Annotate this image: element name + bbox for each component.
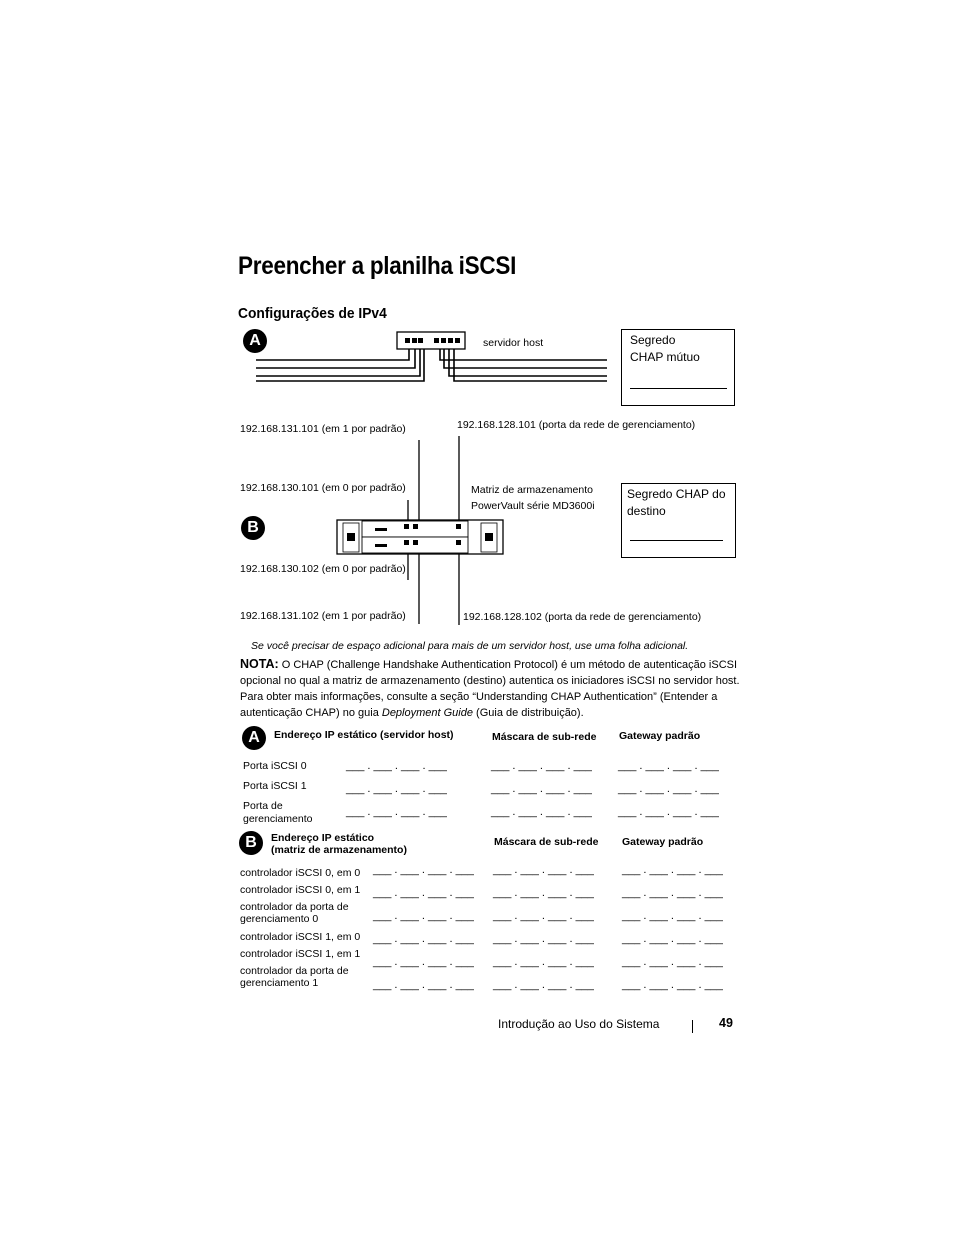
- page-number: 49: [719, 1016, 733, 1030]
- subnet-field[interactable]: ___ . ___ . ___ . ___: [493, 933, 594, 945]
- table-b-row-label: controlador iSCSI 0, em 0: [240, 867, 361, 879]
- ip-field[interactable]: ___ . ___ . ___ . ___: [373, 910, 474, 922]
- chap-mutual-entry-line[interactable]: [630, 388, 727, 389]
- table-a-col1: Endereço IP estático (servidor host): [274, 729, 454, 741]
- ip-field[interactable]: ___ . ___ . ___ . ___: [346, 806, 447, 818]
- subnet-field[interactable]: ___ . ___ . ___ . ___: [491, 806, 592, 818]
- ip-field[interactable]: ___ . ___ . ___ . ___: [373, 979, 474, 991]
- array-label-line2: PowerVault série MD3600i: [471, 500, 595, 512]
- chap-target-line1: Segredo CHAP do: [627, 487, 726, 501]
- storage-array-icon: [337, 520, 503, 554]
- ip-field[interactable]: ___ . ___ . ___ . ___: [373, 864, 474, 876]
- table-b-col2: Máscara de sub-rede: [494, 836, 599, 848]
- note-paragraph: [240, 656, 740, 721]
- ip-field[interactable]: ___ . ___ . ___ . ___: [373, 933, 474, 945]
- note-text: O CHAP (Challenge Handshake Authentication Protocol) é um método de autenticação iSCSI opcional no qual a matriz de armazenamento (destino) autentica os iniciadores iSCSI no servidor host. Para obter mais informações, consulte a seção “Understanding CHAP Authentication” (Entender a autenticação CHAP) no guia: [240, 659, 740, 719]
- page-title: Preencher a planilha iSCSI: [238, 252, 517, 280]
- table-b-col3: Gateway padrão: [622, 836, 704, 848]
- ip-label-130-102: 192.168.130.102 (em 0 por padrão): [240, 563, 406, 575]
- table-a-row-label: gerenciamento: [243, 813, 313, 825]
- ip-label-128-101: 192.168.128.101 (porta da rede de gerenciamento): [457, 419, 696, 431]
- gateway-field[interactable]: ___ . ___ . ___ . ___: [622, 979, 723, 991]
- table-b-row-label: controlador da porta de: [240, 901, 349, 913]
- chap-target-entry-line[interactable]: [630, 540, 723, 541]
- badge-a: A: [243, 329, 267, 353]
- table-b-row-label: controlador da porta de: [240, 965, 349, 977]
- footer-section: Introdução ao Uso do Sistema: [498, 1017, 660, 1031]
- gateway-field[interactable]: ___ . ___ . ___ . ___: [618, 783, 719, 795]
- table-a-row-label: Porta de: [243, 800, 283, 812]
- subnet-field[interactable]: ___ . ___ . ___ . ___: [491, 783, 592, 795]
- chap-target-box: [621, 483, 736, 558]
- table-a-col2: Máscara de sub-rede: [492, 731, 597, 743]
- table-b-badge: B: [239, 831, 263, 855]
- ip-label-131-101: 192.168.131.101 (em 1 por padrão): [240, 423, 406, 435]
- chap-target-line2: destino: [627, 504, 666, 518]
- table-b-col1-line2: (matriz de armazenamento): [271, 844, 407, 856]
- ip-field[interactable]: ___ . ___ . ___ . ___: [373, 887, 474, 899]
- badge-b: B: [241, 516, 265, 540]
- subnet-field[interactable]: ___ . ___ . ___ . ___: [493, 887, 594, 899]
- subnet-field[interactable]: ___ . ___ . ___ . ___: [493, 979, 594, 991]
- note-text-end: (Guia de distribuição).: [472, 707, 584, 719]
- table-b-row-label: controlador iSCSI 1, em 1: [240, 948, 361, 960]
- gateway-field[interactable]: ___ . ___ . ___ . ___: [622, 887, 723, 899]
- ip-field[interactable]: ___ . ___ . ___ . ___: [346, 760, 447, 772]
- table-b-row-label: controlador iSCSI 0, em 1: [240, 884, 361, 896]
- table-a-row-label: Porta iSCSI 0: [243, 760, 307, 772]
- subnet-field[interactable]: ___ . ___ . ___ . ___: [493, 864, 594, 876]
- table-a-col3: Gateway padrão: [619, 730, 701, 742]
- table-a-row-label: Porta iSCSI 1: [243, 780, 307, 792]
- table-a-badge: A: [242, 726, 266, 750]
- footer-separator: [692, 1020, 693, 1033]
- subnet-field[interactable]: ___ . ___ . ___ . ___: [491, 760, 592, 772]
- gateway-field[interactable]: ___ . ___ . ___ . ___: [618, 760, 719, 772]
- chap-mutual-box: [621, 329, 735, 406]
- ip-label-130-101: 192.168.130.101 (em 0 por padrão): [240, 482, 406, 494]
- gateway-field[interactable]: ___ . ___ . ___ . ___: [622, 864, 723, 876]
- table-b-row-label: gerenciamento 0: [240, 913, 319, 925]
- note-label: NOTA:: [240, 657, 279, 671]
- ip-label-131-102: 192.168.131.102 (em 1 por padrão): [240, 610, 406, 622]
- subnet-field[interactable]: ___ . ___ . ___ . ___: [493, 910, 594, 922]
- note-italic: Deployment Guide: [381, 707, 473, 719]
- subnet-field[interactable]: ___ . ___ . ___ . ___: [493, 956, 594, 968]
- table-b-col1-line1: Endereço IP estático: [271, 832, 375, 844]
- chap-mutual-line1: Segredo: [630, 333, 676, 347]
- ip-field[interactable]: ___ . ___ . ___ . ___: [346, 783, 447, 795]
- gateway-field[interactable]: ___ . ___ . ___ . ___: [622, 910, 723, 922]
- table-b-row-label: gerenciamento 1: [240, 977, 319, 989]
- gateway-field[interactable]: ___ . ___ . ___ . ___: [622, 956, 723, 968]
- gateway-field[interactable]: ___ . ___ . ___ . ___: [622, 933, 723, 945]
- array-label-line1: Matriz de armazenamento: [471, 484, 593, 496]
- chap-mutual-line2: CHAP mútuo: [630, 350, 700, 364]
- switch-icon: [397, 332, 465, 349]
- section-heading: Configurações de IPv4: [238, 305, 387, 322]
- ip-label-128-102: 192.168.128.102 (porta da rede de gerenciamento): [463, 611, 702, 623]
- ip-field[interactable]: ___ . ___ . ___ . ___: [373, 956, 474, 968]
- table-b-row-label: controlador iSCSI 1, em 0: [240, 931, 361, 943]
- host-server-label: servidor host: [483, 337, 544, 349]
- extra-host-note: Se você precisar de espaço adicional para mais de um servidor host, use uma folha adicional.: [251, 640, 689, 652]
- gateway-field[interactable]: ___ . ___ . ___ . ___: [618, 806, 719, 818]
